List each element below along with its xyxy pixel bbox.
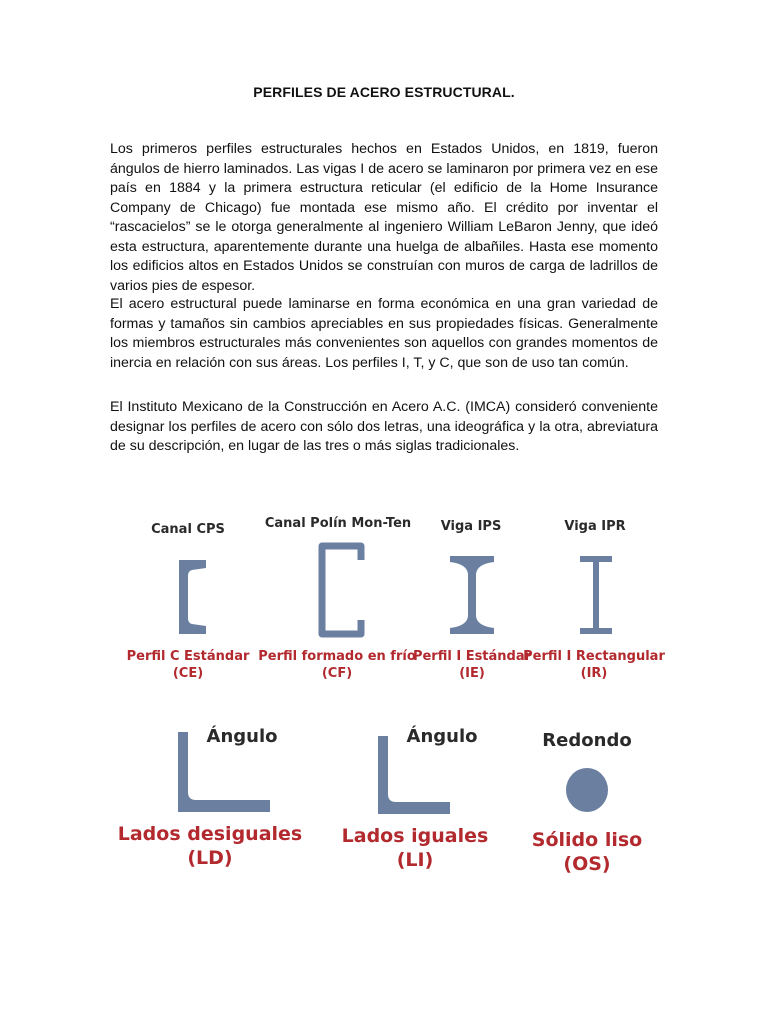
- equal-angle-icon: [372, 732, 454, 820]
- profile-name-redondo: Redondo: [542, 730, 632, 751]
- profile-desc-angulo-li: Lados iguales: [341, 825, 489, 847]
- profile-desc-redondo: Sólido liso: [531, 829, 643, 851]
- paragraph-history: Los primeros perfiles estructurales hechos en Estados Unidos, en 1819, fueron ángulos de hierro laminados. Las vigas I de acero se laminaron por primera vez en ese país en 1884 y la primera estructura reticular (el edificio de la Home Insurance Company de Chicago) fue montada ese mismo año. El crédito por inventar el “rascacielos” se le otorga generalmente al ingeniero William LeBaron Jenny, que ideó esta estructura, aparentemente durante una huelga de albañiles. Hasta ese momento los edificios altos en Estados Unidos se construían con muros de carga de ladrillos de varios pies de espesor.: [110, 141, 658, 294]
- wide-flange-beam-icon: [576, 552, 616, 638]
- paragraph-imca: El Instituto Mexicano de la Construcción en Acero A.C. (IMCA) consideró conveniente designar los perfiles de acero con sólo dos letras, una ideográfica y la otra, abreviatura de su descripción, en lugar de las tres o más siglas tradicionales.: [110, 399, 658, 454]
- steel-profiles-figure: [117, 500, 665, 890]
- c-channel-icon: [172, 554, 210, 640]
- profile-desc-viga-ipr: Perfil I Rectangular: [523, 649, 665, 664]
- profile-name-canal-polin: Canal Polín Mon-Ten: [264, 516, 412, 531]
- profile-name-canal-cps: Canal CPS: [151, 522, 225, 537]
- round-bar-icon: [564, 766, 610, 814]
- i-beam-icon: [446, 550, 498, 640]
- profile-desc-canal-polin: Perfil formado en frío: [258, 649, 416, 664]
- profile-name-viga-ipr: Viga IPR: [564, 519, 626, 534]
- profile-code-angulo-ld: (LD): [187, 847, 233, 869]
- profile-code-redondo: (OS): [563, 853, 611, 875]
- profile-code-viga-ipr: (IR): [580, 666, 608, 681]
- profile-name-viga-ips: Viga IPS: [440, 519, 502, 534]
- profile-code-viga-ips: (IE): [459, 666, 485, 681]
- profile-desc-canal-cps: Perfil C Estándar: [126, 649, 250, 664]
- profile-code-angulo-li: (LI): [396, 849, 434, 871]
- cold-formed-channel-icon: [314, 538, 366, 642]
- profile-desc-viga-ips: Perfil I Estándar: [412, 649, 532, 664]
- unequal-angle-icon: [172, 728, 274, 818]
- profile-code-canal-polin: (CF): [321, 666, 353, 681]
- paragraph-rolling: El acero estructural puede laminarse en forma económica en una gran variedad de formas y tamaños sin cambios apreciables en sus propiedades físicas. Generalmente los miembros estructurales más convenientes son aquellos con grandes momentos de inercia en relación con sus áreas. Los perfiles I, T, y C, que son de uso tan común.: [110, 296, 658, 371]
- profile-desc-angulo-ld: Lados desiguales: [117, 823, 303, 845]
- profile-name-angulo-li: Ángulo: [406, 726, 478, 747]
- document-title: PERFILES DE ACERO ESTRUCTURAL.: [253, 84, 515, 100]
- profile-name-angulo-ld: Ángulo: [206, 726, 278, 747]
- profile-code-canal-cps: (CE): [172, 666, 204, 681]
